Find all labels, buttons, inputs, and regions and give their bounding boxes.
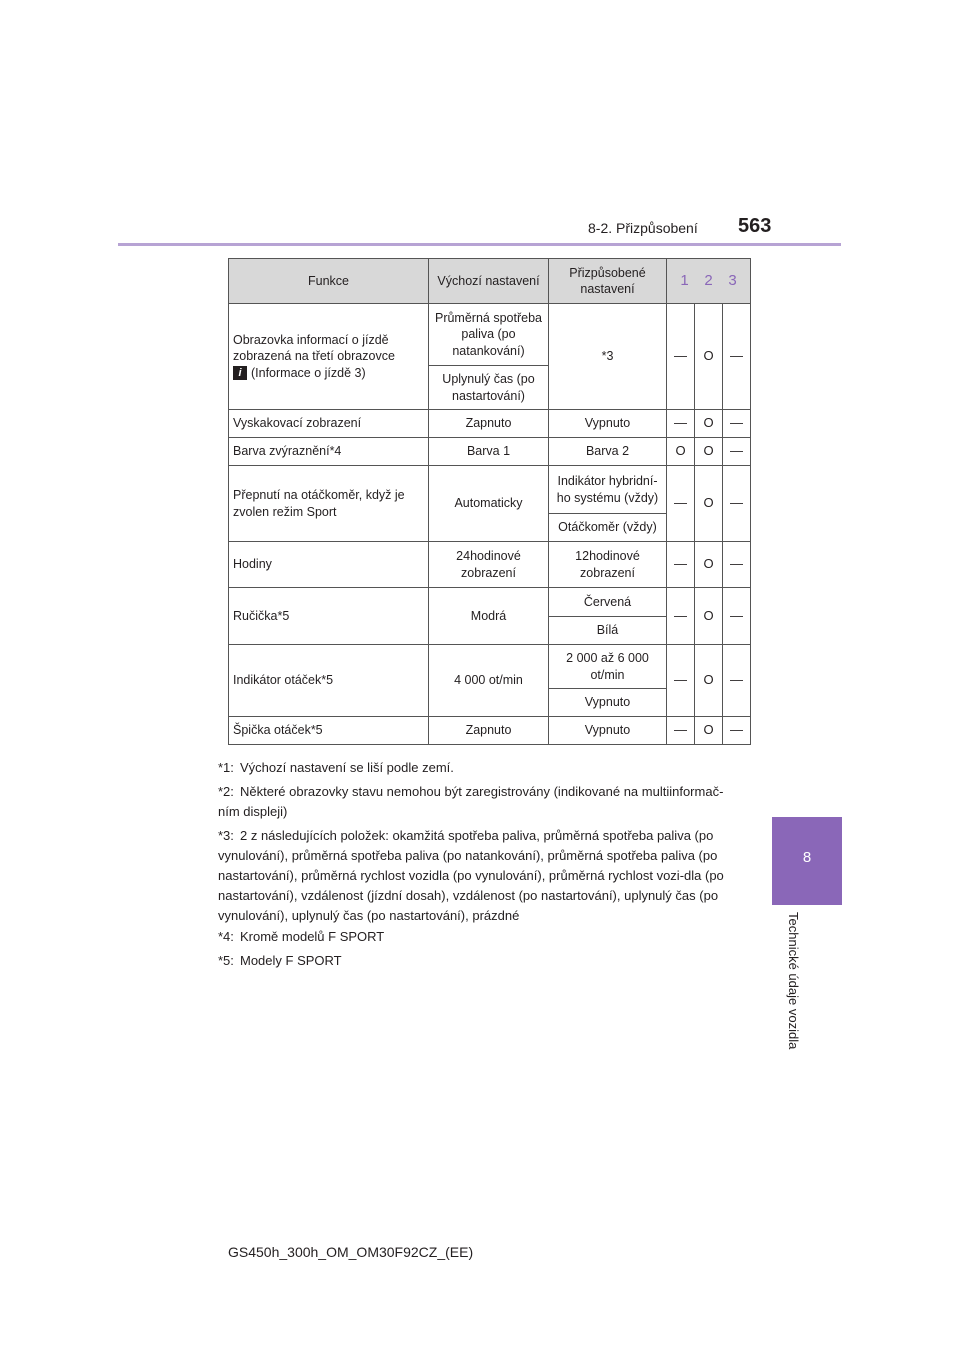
footnote-mark: *1: xyxy=(218,760,234,775)
row-default: Zapnuto xyxy=(429,717,549,745)
chapter-number: 8 xyxy=(802,849,812,866)
row-custom: 12hodinové zobrazení xyxy=(549,542,667,588)
col-num-3: 3 xyxy=(728,272,737,290)
header-section-title: 8-2. Přizpůsobení xyxy=(588,220,698,236)
page-number: 563 xyxy=(738,215,772,237)
row-mark-1: — xyxy=(667,466,695,542)
table-row xyxy=(229,645,751,689)
row-function xyxy=(229,304,429,410)
row-default: Průměrná spotřeba paliva (po natankování) xyxy=(429,304,549,366)
row-mark-3: — xyxy=(723,588,751,645)
footnote-1 xyxy=(218,758,743,778)
row-custom: Barva 2 xyxy=(549,438,667,466)
col-num-1: 1 xyxy=(680,272,689,290)
header-column-numbers xyxy=(667,259,751,304)
row-mark-2: O xyxy=(695,410,723,438)
chapter-side-tab xyxy=(772,817,842,905)
row-custom: Otáčkoměr (vždy) xyxy=(549,514,667,542)
row-default: Automaticky xyxy=(429,466,549,542)
row-default: 4 000 ot/min xyxy=(429,645,549,717)
row-default: Modrá xyxy=(429,588,549,645)
row-mark-2: O xyxy=(695,717,723,745)
footnote-mark: *5: xyxy=(218,953,234,968)
row-mark-2: O xyxy=(695,304,723,410)
row-default: Zapnuto xyxy=(429,410,549,438)
table-row xyxy=(229,304,751,366)
row-custom: Vypnuto xyxy=(549,717,667,745)
row-mark-2: O xyxy=(695,645,723,717)
footnote-2 xyxy=(218,782,743,822)
header-function: Funkce xyxy=(229,259,429,304)
row-default: Uplynulý čas (po nastartování) xyxy=(429,366,549,410)
row-mark-1: — xyxy=(667,410,695,438)
row-function: Barva zvýraznění*4 xyxy=(229,438,429,466)
footnote-text: 2 z následujících položek: okamžitá spotřeba paliva, průměrná spotřeba paliva (po vynulování), průměrná spotřeba paliva (po natankování), průměrná spotřeba paliva (po nastartování), průměrná rychlost vozidla (po vynulování), průměrná rychlost vozi-dla (po nastartování), vzdálenost (jízdní dosah), vzdálenost (po nastartování), uplynulý čas (po vynulování), uplynulý čas (po nastartování), prázdné xyxy=(218,828,724,923)
row-mark-1: — xyxy=(667,304,695,410)
table-row xyxy=(229,542,751,588)
row-mark-2: O xyxy=(695,466,723,542)
header-custom: Přizpůsobené nastavení xyxy=(549,259,667,304)
row-function: Špička otáček*5 xyxy=(229,717,429,745)
footnote-5 xyxy=(218,951,743,971)
row-default: Barva 1 xyxy=(429,438,549,466)
row-custom: Indikátor hybridní-ho systému (vždy) xyxy=(549,466,667,514)
row-mark-1: — xyxy=(667,542,695,588)
row-function: Ručička*5 xyxy=(229,588,429,645)
row-function-subtext: (Informace o jízdě 3) xyxy=(251,365,366,380)
row-mark-3: — xyxy=(723,466,751,542)
row-mark-1: — xyxy=(667,645,695,717)
row-mark-3: — xyxy=(723,542,751,588)
row-function-text: Obrazovka informací o jízdě zobrazená na třetí obrazovce xyxy=(233,333,395,364)
footnote-3 xyxy=(218,826,743,926)
row-function: Hodiny xyxy=(229,542,429,588)
table-header-row xyxy=(229,259,751,304)
row-mark-1: O xyxy=(667,438,695,466)
footnote-text: Některé obrazovky stavu nemohou být zaregistrovány (indikované na multiinformač-ním displeji) xyxy=(218,784,724,819)
footnote-text: Výchozí nastavení se liší podle zemí. xyxy=(240,760,454,775)
table-row xyxy=(229,438,751,466)
header-default: Výchozí nastavení xyxy=(429,259,549,304)
row-custom: 2 000 až 6 000 ot/min xyxy=(549,645,667,689)
row-custom: *3 xyxy=(549,304,667,410)
footnote-text: Kromě modelů F SPORT xyxy=(240,929,385,944)
row-mark-2: O xyxy=(695,588,723,645)
row-custom: Červená xyxy=(549,588,667,617)
footnote-mark: *2: xyxy=(218,784,234,799)
row-mark-3: — xyxy=(723,645,751,717)
row-function: Vyskakovací zobrazení xyxy=(229,410,429,438)
row-custom: Vypnuto xyxy=(549,689,667,717)
document-id: GS450h_300h_OM_OM30F92CZ_(EE) xyxy=(228,1244,474,1260)
row-mark-3: — xyxy=(723,304,751,410)
chapter-side-label: Technické údaje vozidla xyxy=(786,912,801,1050)
row-function: Přepnutí na otáčkoměr, když je zvolen režim Sport xyxy=(229,466,429,542)
footnote-mark: *3: xyxy=(218,828,234,843)
footnote-text: Modely F SPORT xyxy=(240,953,342,968)
header-rule xyxy=(118,243,841,246)
info-icon: i xyxy=(233,366,247,380)
table-row xyxy=(229,410,751,438)
table-row xyxy=(229,717,751,745)
col-num-2: 2 xyxy=(704,272,713,290)
settings-table xyxy=(228,258,751,745)
table-row xyxy=(229,588,751,617)
row-mark-1: — xyxy=(667,588,695,645)
row-mark-1: — xyxy=(667,717,695,745)
row-mark-3: — xyxy=(723,410,751,438)
row-mark-2: O xyxy=(695,438,723,466)
row-mark-3: — xyxy=(723,438,751,466)
row-function: Indikátor otáček*5 xyxy=(229,645,429,717)
footnote-mark: *4: xyxy=(218,929,234,944)
row-custom: Vypnuto xyxy=(549,410,667,438)
row-mark-3: — xyxy=(723,717,751,745)
row-default: 24hodinové zobrazení xyxy=(429,542,549,588)
table-row xyxy=(229,466,751,514)
footnote-4 xyxy=(218,927,743,947)
row-custom: Bílá xyxy=(549,617,667,645)
row-mark-2: O xyxy=(695,542,723,588)
